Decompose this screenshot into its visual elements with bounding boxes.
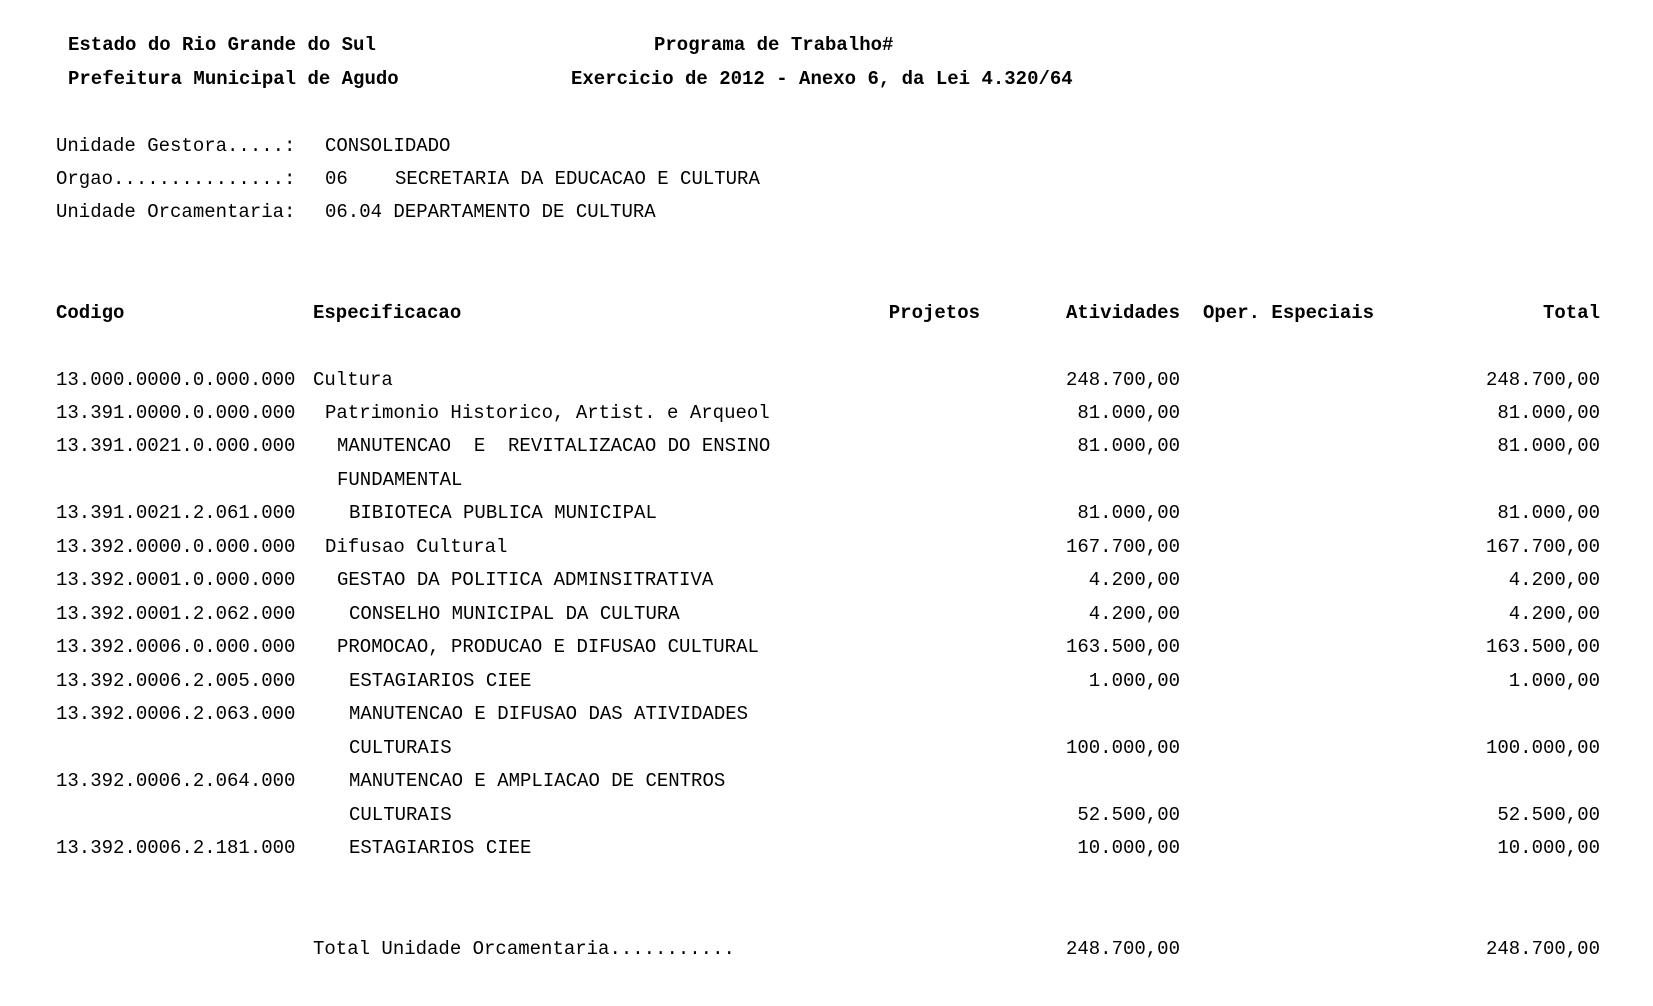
row-especificacao: Difusao Cultural	[325, 536, 508, 558]
footer-total-total: 248.700,00	[1485, 938, 1600, 960]
orgao-label: Orgao...............:	[56, 168, 296, 190]
row-codigo: 13.392.0006.2.005.000	[56, 670, 296, 692]
row-atividades: 81.000,00	[1077, 435, 1180, 457]
orgao-name: SECRETARIA DA EDUCACAO E CULTURA	[395, 168, 760, 190]
row-especificacao: CULTURAIS	[349, 804, 452, 826]
unidade-gestora-label: Unidade Gestora.....:	[56, 135, 296, 157]
row-atividades: 81.000,00	[1077, 502, 1180, 524]
column-header-projetos: Projetos	[888, 302, 980, 324]
row-especificacao: BIBIOTECA PUBLICA MUNICIPAL	[349, 502, 657, 524]
row-codigo: 13.391.0021.0.000.000	[56, 435, 296, 457]
row-especificacao: FUNDAMENTAL	[337, 469, 463, 491]
row-codigo: 13.392.0006.2.181.000	[56, 837, 296, 859]
row-total: 163.500,00	[1485, 636, 1600, 658]
column-header-atividades: Atividades	[1065, 302, 1180, 324]
row-total: 81.000,00	[1497, 502, 1600, 524]
unidade-orcamentaria-label: Unidade Orcamentaria:	[56, 201, 296, 223]
row-codigo: 13.000.0000.0.000.000	[56, 369, 296, 391]
row-codigo: 13.391.0000.0.000.000	[56, 402, 296, 424]
row-codigo: 13.392.0006.0.000.000	[56, 636, 296, 658]
row-especificacao: PROMOCAO, PRODUCAO E DIFUSAO CULTURAL	[337, 636, 759, 658]
footer-total-label: Total Unidade Orcamentaria...........	[313, 938, 735, 960]
row-atividades: 163.500,00	[1065, 636, 1180, 658]
row-atividades: 100.000,00	[1065, 737, 1180, 759]
row-especificacao: MANUTENCAO E DIFUSAO DAS ATIVIDADES	[349, 703, 749, 725]
row-total: 10.000,00	[1497, 837, 1600, 859]
row-atividades: 248.700,00	[1065, 369, 1180, 391]
orgao-code: 06	[325, 168, 348, 190]
program-title: Programa de Trabalho#	[654, 34, 894, 56]
row-especificacao: GESTAO DA POLITICA ADMINSITRATIVA	[337, 569, 714, 591]
column-header-especificacao: Especificacao	[313, 302, 462, 324]
column-header-codigo: Codigo	[56, 302, 125, 324]
row-especificacao: CONSELHO MUNICIPAL DA CULTURA	[349, 603, 680, 625]
row-especificacao: ESTAGIARIOS CIEE	[349, 837, 532, 859]
row-codigo: 13.392.0001.2.062.000	[56, 603, 296, 625]
row-codigo: 13.392.0001.0.000.000	[56, 569, 296, 591]
row-codigo: 13.392.0006.2.063.000	[56, 703, 296, 725]
footer-total-atividades: 248.700,00	[1065, 938, 1180, 960]
row-total: 1.000,00	[1508, 670, 1600, 692]
row-total: 248.700,00	[1485, 369, 1600, 391]
row-atividades: 4.200,00	[1088, 569, 1180, 591]
row-total: 81.000,00	[1497, 435, 1600, 457]
row-especificacao: MANUTENCAO E AMPLIACAO DE CENTROS	[349, 770, 726, 792]
row-atividades: 10.000,00	[1077, 837, 1180, 859]
row-total: 4.200,00	[1508, 569, 1600, 591]
row-atividades: 81.000,00	[1077, 402, 1180, 424]
row-especificacao: ESTAGIARIOS CIEE	[349, 670, 532, 692]
row-atividades: 167.700,00	[1065, 536, 1180, 558]
program-subtitle: Exercicio de 2012 - Anexo 6, da Lei 4.320/64	[571, 68, 1073, 90]
state-name: Estado do Rio Grande do Sul	[68, 34, 376, 56]
unidade-gestora-value: CONSOLIDADO	[325, 135, 451, 157]
municipality-name: Prefeitura Municipal de Agudo	[68, 68, 399, 90]
row-total: 81.000,00	[1497, 402, 1600, 424]
row-atividades: 1.000,00	[1088, 670, 1180, 692]
row-especificacao: CULTURAIS	[349, 737, 452, 759]
column-header-total: Total	[1542, 302, 1600, 324]
row-atividades: 4.200,00	[1088, 603, 1180, 625]
row-especificacao: MANUTENCAO E REVITALIZACAO DO ENSINO	[337, 435, 771, 457]
row-total: 52.500,00	[1497, 804, 1600, 826]
unidade-orcamentaria-value: 06.04 DEPARTAMENTO DE CULTURA	[325, 201, 656, 223]
row-total: 4.200,00	[1508, 603, 1600, 625]
row-especificacao: Cultura	[313, 369, 393, 391]
row-total: 167.700,00	[1485, 536, 1600, 558]
row-especificacao: Patrimonio Historico, Artist. e Arqueol	[325, 402, 770, 424]
row-atividades: 52.500,00	[1077, 804, 1180, 826]
row-codigo: 13.392.0006.2.064.000	[56, 770, 296, 792]
row-codigo: 13.392.0000.0.000.000	[56, 536, 296, 558]
row-codigo: 13.391.0021.2.061.000	[56, 502, 296, 524]
row-total: 100.000,00	[1485, 737, 1600, 759]
column-header-oper-especiais: Oper. Especiais	[1203, 302, 1375, 324]
